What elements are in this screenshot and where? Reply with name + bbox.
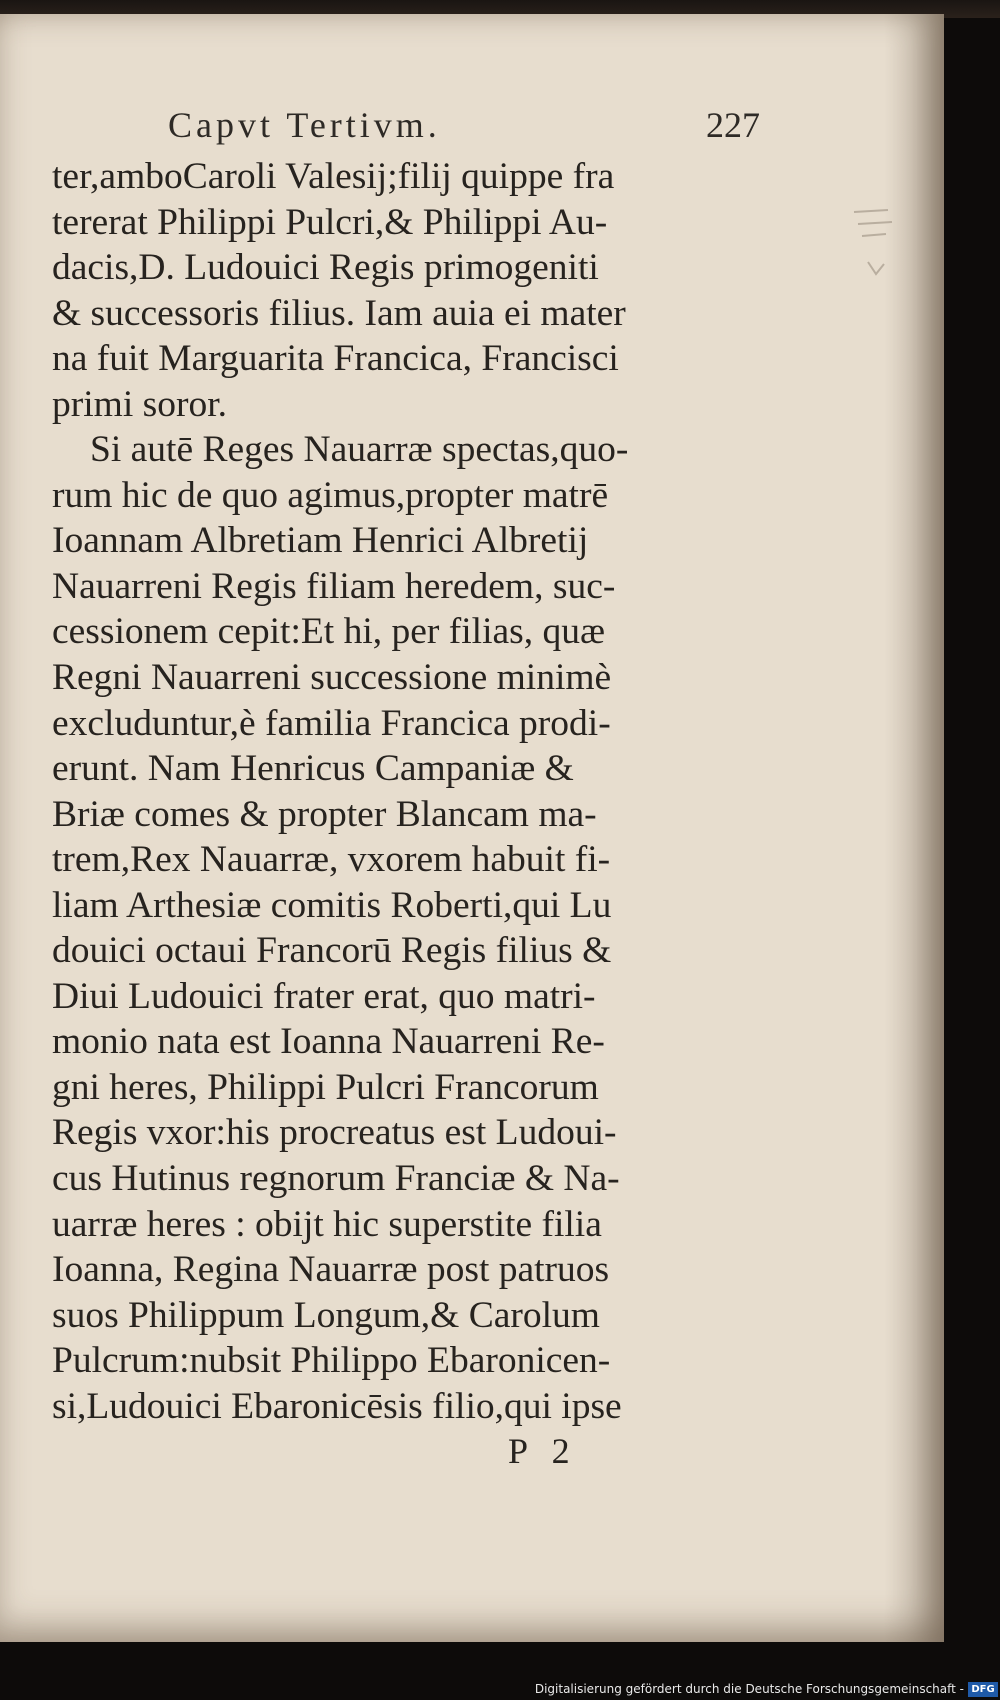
signature-mark: P 2 bbox=[508, 1431, 578, 1471]
footer-bar bbox=[0, 1680, 1000, 1700]
page-number: 227 bbox=[706, 105, 760, 145]
text-line: Pulcrum:nubsit Philippo Ebaronicen- bbox=[52, 1340, 611, 1382]
text-line: douici octaui Francorū Regis filius & bbox=[52, 930, 612, 972]
footer-credit: Digitalisierung gefördert durch die Deutsche Forschungsgemeinschaft - bbox=[534, 1682, 964, 1696]
text-line: gni heres, Philippi Pulcri Francorum bbox=[52, 1066, 599, 1108]
text-line: Diui Ludouici frater erat, quo matri- bbox=[52, 975, 596, 1017]
text-line: excluduntur,è familia Francica prodi- bbox=[52, 702, 611, 744]
text-line: cessionem cepit:Et hi, per filias, quæ bbox=[52, 611, 605, 653]
book-page bbox=[0, 14, 944, 1642]
text-line: trem,Rex Nauarræ, vxorem habuit fi- bbox=[52, 839, 611, 881]
body-text bbox=[52, 154, 732, 1429]
text-line: uarræ heres : obijt hic superstite filia bbox=[52, 1203, 602, 1245]
text-line: Regis vxor:his procreatus est Ludoui- bbox=[52, 1112, 617, 1154]
text-line: tererat Philippi Pulcri,& Philippi Au- bbox=[52, 201, 608, 243]
text-line: Nauarreni Regis filiam heredem, suc- bbox=[52, 565, 616, 607]
text-line: Regni Nauarreni successione minimè bbox=[52, 657, 612, 699]
text-line: Ioannam Albretiam Henrici Albretij bbox=[52, 520, 589, 562]
text-line: dacis,D. Ludouici Regis primogeniti bbox=[52, 247, 599, 289]
dfg-logo: DFG bbox=[968, 1682, 998, 1697]
text-line: suos Philippum Longum,& Carolum bbox=[52, 1294, 600, 1336]
text-line: Ioanna, Regina Nauarræ post patruos bbox=[52, 1249, 610, 1291]
text-line: erunt. Nam Henricus Campaniæ & bbox=[52, 748, 574, 790]
running-head-title: Capvt Tertivm. bbox=[168, 105, 441, 145]
text-line: Si autē Reges Nauarræ spectas,quo- bbox=[90, 429, 629, 471]
text-line: primi soror. bbox=[52, 383, 227, 425]
text-line: liam Arthesiæ comitis Roberti,qui Lu bbox=[52, 884, 612, 926]
text-line: cus Hutinus regnorum Franciæ & Na- bbox=[52, 1158, 620, 1200]
text-line: si,Ludouici Ebaronicēsis filio,qui ipse bbox=[52, 1385, 622, 1427]
text-line: ter,amboCaroli Valesij;filij quippe fra bbox=[52, 156, 615, 197]
text-line: rum hic de quo agimus,propter matrē bbox=[52, 474, 609, 516]
text-line: monio nata est Ioanna Nauarreni Re- bbox=[52, 1021, 605, 1063]
text-line: Briæ comes & propter Blancam ma- bbox=[52, 793, 597, 835]
text-line: na fuit Marguarita Francica, Francisci bbox=[52, 338, 619, 380]
running-head bbox=[168, 104, 760, 154]
show-through-marks bbox=[848, 202, 908, 302]
text-line: & successoris filius. Iam auia ei mater bbox=[52, 292, 626, 334]
